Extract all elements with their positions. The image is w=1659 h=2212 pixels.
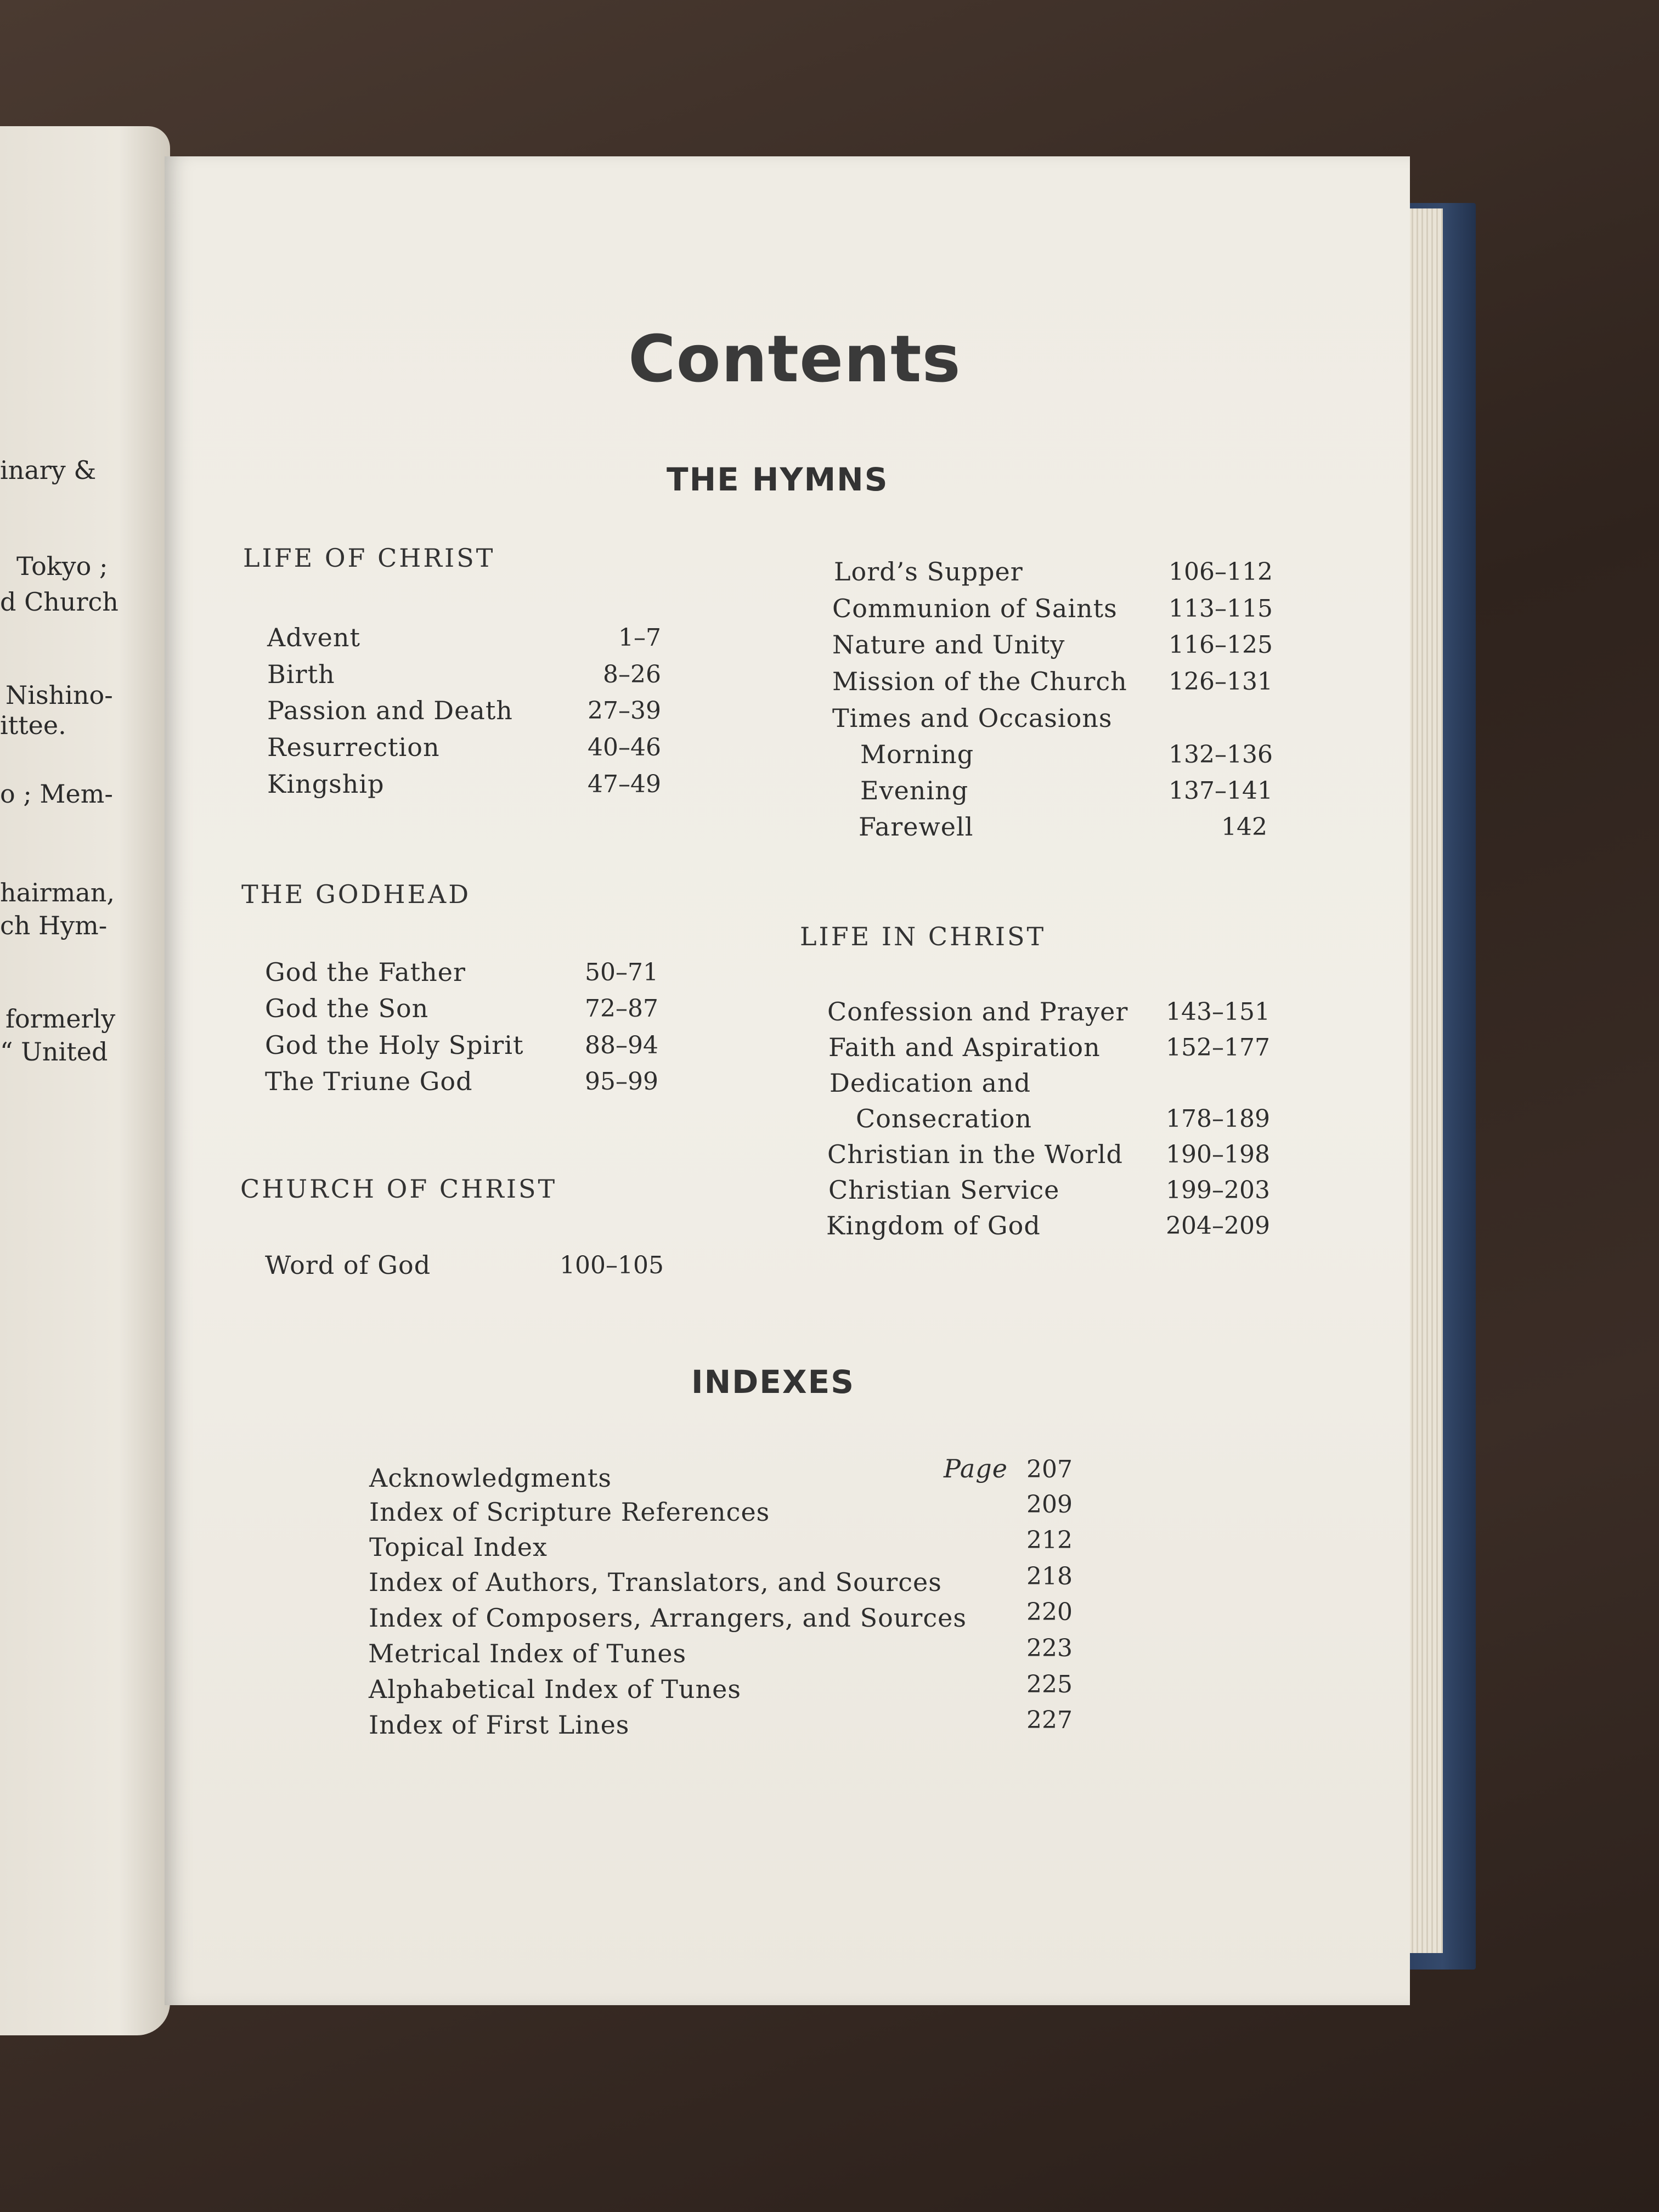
index-page: 218	[1026, 1562, 1073, 1590]
index-entry: Alphabetical Index of Tunes	[369, 1674, 741, 1704]
index-entry: Index of Authors, Translators, and Sources	[369, 1567, 942, 1597]
toc-pages: 106–112	[1169, 558, 1273, 586]
index-page: 220	[1026, 1598, 1073, 1626]
toc-pages: 116–125	[1169, 631, 1273, 659]
indexes-heading: INDEXES	[691, 1363, 855, 1401]
toc-entry: Lord’s Supper	[834, 557, 1023, 586]
index-entry: Acknowledgments	[369, 1463, 612, 1493]
category-heading: CHURCH OF CHRIST	[240, 1174, 557, 1204]
index-page: 225	[1026, 1671, 1073, 1699]
toc-entry: Mission of the Church	[832, 667, 1127, 696]
toc-pages: 199–203	[1166, 1176, 1270, 1204]
index-entry: Index of Scripture References	[369, 1497, 770, 1527]
category-heading: LIFE IN CHRIST	[800, 922, 1046, 951]
toc-entry: Word of God	[265, 1250, 431, 1280]
toc-pages: 40–46	[588, 733, 661, 761]
left-fragment: ittee.	[0, 710, 66, 740]
toc-entry: Resurrection	[267, 732, 440, 762]
toc-entry: God the Holy Spirit	[265, 1030, 524, 1060]
toc-pages: 50–71	[585, 958, 658, 986]
left-fragment: “ United	[0, 1037, 108, 1066]
left-fragment: Nishino-	[5, 680, 113, 710]
toc-pages: 132–136	[1169, 741, 1273, 769]
left-fragment: Tokyo ;	[16, 551, 108, 581]
left-fragment: hairman,	[0, 878, 115, 907]
toc-entry: The Triune God	[265, 1066, 473, 1096]
toc-pages: 47–49	[588, 770, 661, 798]
contents-page	[165, 156, 1410, 2005]
toc-pages: 27–39	[588, 697, 661, 725]
toc-pages: 8–26	[603, 661, 661, 689]
toc-pages: 1–7	[618, 624, 661, 652]
left-fragment: o ; Mem-	[0, 779, 113, 809]
toc-entry: Communion of Saints	[832, 594, 1118, 623]
toc-pages: 88–94	[585, 1031, 658, 1059]
toc-pages: 204–209	[1166, 1212, 1270, 1240]
toc-pages: 137–141	[1169, 777, 1273, 805]
toc-pages: 152–177	[1166, 1034, 1270, 1062]
toc-pages: 178–189	[1166, 1105, 1270, 1133]
toc-entry: God the Father	[265, 957, 466, 987]
page-label: Page	[944, 1454, 1008, 1483]
toc-entry: Evening	[860, 776, 969, 805]
index-entry: Topical Index	[369, 1532, 548, 1562]
toc-pages: 95–99	[585, 1068, 658, 1096]
toc-pages: 190–198	[1166, 1141, 1270, 1169]
toc-pages: 100–105	[560, 1251, 664, 1279]
toc-entry: Kingdom of God	[826, 1211, 1041, 1240]
toc-entry: Confession and Prayer	[827, 997, 1128, 1026]
left-fragment: ch Hym-	[0, 911, 108, 940]
left-fragment: inary &	[0, 455, 97, 485]
left-fragment: d Church	[0, 587, 119, 617]
left-page	[0, 126, 170, 2035]
toc-entry: Dedication and	[830, 1068, 1031, 1098]
index-entry: Index of First Lines	[369, 1710, 630, 1740]
category-heading: THE GODHEAD	[241, 879, 471, 909]
index-page: 212	[1026, 1526, 1073, 1554]
toc-entry: God the Son	[265, 994, 429, 1023]
index-page: 209	[1026, 1491, 1073, 1519]
toc-entry: Nature and Unity	[832, 630, 1065, 659]
index-entry: Metrical Index of Tunes	[368, 1639, 687, 1668]
toc-pages: 143–151	[1166, 998, 1270, 1026]
index-page: 207	[1026, 1455, 1073, 1483]
toc-entry: Advent	[267, 623, 360, 652]
toc-entry: Consecration	[856, 1104, 1032, 1133]
toc-pages: 126–131	[1169, 668, 1273, 696]
index-entry: Index of Composers, Arrangers, and Sources	[369, 1603, 967, 1633]
toc-pages: 72–87	[585, 995, 658, 1023]
toc-entry: Christian in the World	[827, 1139, 1123, 1169]
index-page: 227	[1026, 1706, 1073, 1734]
toc-entry: Birth	[267, 659, 335, 689]
hymns-heading: THE HYMNS	[667, 461, 889, 498]
toc-pages: 113–115	[1169, 595, 1273, 623]
toc-entry: Times and Occasions	[832, 703, 1113, 733]
category-heading: LIFE OF CHRIST	[243, 543, 495, 573]
toc-entry: Faith and Aspiration	[828, 1032, 1101, 1062]
page-title: Contents	[628, 321, 961, 397]
index-page: 223	[1026, 1634, 1073, 1662]
toc-pages: 142	[1221, 813, 1267, 841]
toc-entry: Christian Service	[828, 1175, 1060, 1205]
toc-entry: Kingship	[267, 769, 385, 799]
toc-entry: Farewell	[859, 812, 974, 842]
toc-entry: Morning	[860, 740, 974, 769]
left-fragment: formerly	[5, 1004, 116, 1034]
toc-entry: Passion and Death	[267, 696, 513, 725]
